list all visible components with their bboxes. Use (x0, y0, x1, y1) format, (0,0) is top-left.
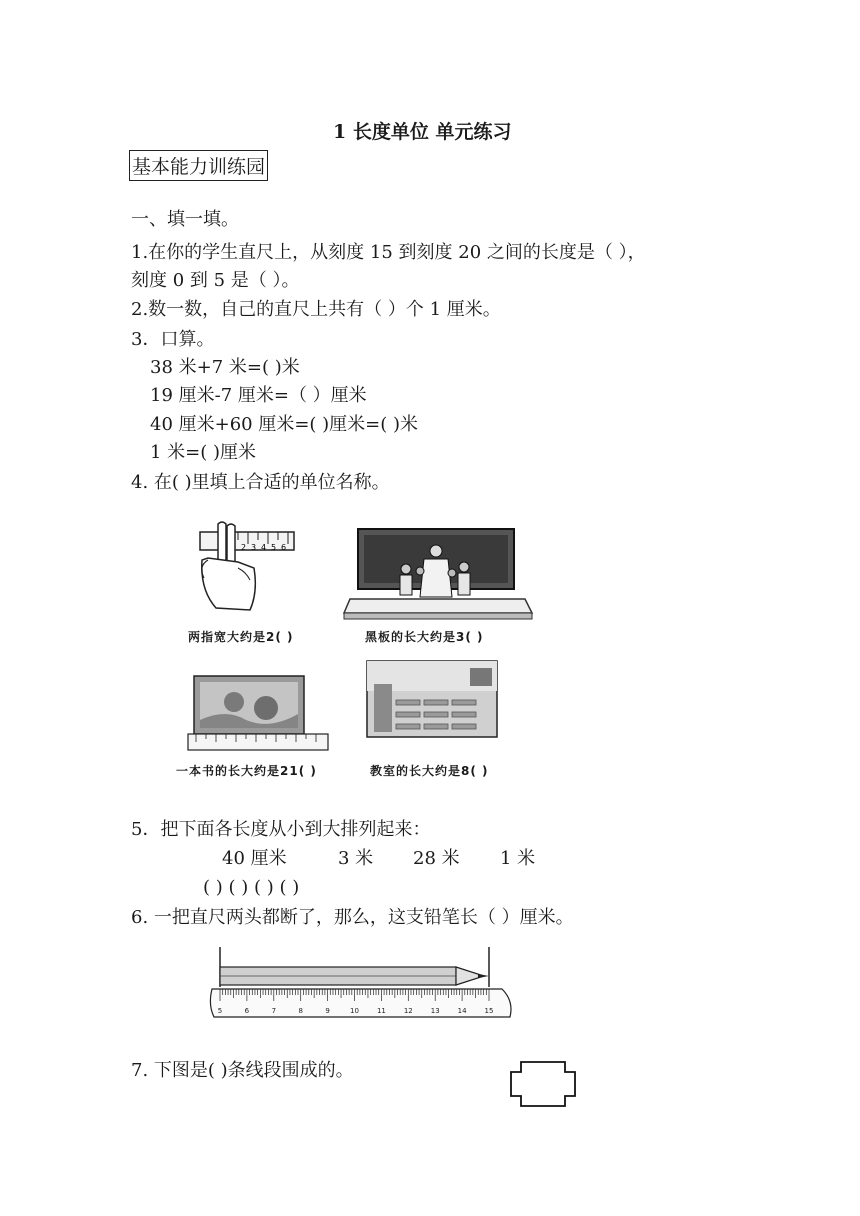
ruler-mark: 4 (261, 543, 267, 552)
book-ruler-illustration (186, 672, 330, 754)
ruler-tick-label: 5 (217, 1007, 223, 1015)
ruler-tick-label: 11 (376, 1007, 386, 1015)
ruler-tick-label: 12 (403, 1007, 413, 1015)
q6-heading: 6. 一把直尺两头都断了，那么，这支铅笔长（ ）厘米。 (131, 907, 574, 928)
caption-blackboard: 黑板的长大约是3( ) (365, 630, 484, 644)
q1-line2: 刻度 0 到 5 是（ ）。 (131, 270, 300, 291)
blackboard-illustration (340, 527, 535, 624)
q1-line1: 1.在你的学生直尺上，从刻度 15 到刻度 20 之间的长度是（ ）， (131, 242, 646, 263)
q3-item-1: 38 米+7 米=( )米 (150, 357, 300, 378)
ruler-tick-label: 7 (271, 1007, 277, 1015)
octagon-shape (507, 1060, 579, 1110)
q3-item-4: 1 米=( )厘米 (150, 442, 257, 463)
q5-item-3: 28 米 (413, 848, 460, 869)
ruler-mark: 5 (271, 543, 277, 552)
ruler-tick-label: 10 (350, 1007, 359, 1015)
q3-item-3: 40 厘米+60 厘米=( )厘米=( )米 (150, 414, 419, 435)
classroom-illustration (366, 660, 498, 738)
ruler-tick-label: 8 (298, 1007, 303, 1015)
ruler-mark: 3 (251, 543, 257, 552)
page-title: 1 长度单位 单元练习 (333, 121, 512, 143)
q5-item-4: 1 米 (500, 848, 536, 869)
caption-classroom: 教室的长大约是8( ) (370, 764, 489, 778)
q5-item-1: 40 厘米 (222, 848, 287, 869)
part-one-heading: 一、填一填。 (131, 209, 239, 230)
ruler-tick-label: 9 (325, 1007, 330, 1015)
ruler-tick-label: 13 (430, 1007, 440, 1015)
q4-heading: 4. 在( )里填上合适的单位名称。 (131, 472, 390, 493)
q5-item-2: 3 米 (338, 848, 374, 869)
q5-blanks: ( ) ( ) ( ) ( ) (203, 877, 300, 898)
q3-heading: 3．口算。 (131, 329, 215, 350)
ruler-mark: 2 (241, 543, 247, 552)
pencil-broken-ruler-illustration (208, 945, 520, 1021)
ruler-tick-label: 6 (244, 1007, 250, 1015)
q5-heading: 5．把下面各长度从小到大排列起来： (131, 819, 431, 840)
caption-fingers: 两指宽大约是2( ) (188, 630, 294, 644)
q3-item-2: 19 厘米-7 厘米=（ ）厘米 (150, 385, 367, 406)
ruler-tick-label: 14 (457, 1007, 467, 1015)
section-label: 基本能力训练园 (129, 150, 268, 181)
ruler-mark: 6 (281, 543, 287, 552)
q7-heading: 7. 下图是( )条线段围成的。 (131, 1060, 354, 1081)
fingers-ruler-illustration (188, 520, 300, 616)
q2-text: 2.数一数，自己的直尺上共有（ ）个 1 厘米。 (131, 299, 501, 320)
ruler-tick-label: 15 (484, 1007, 494, 1015)
caption-book: 一本书的长大约是21( ) (176, 764, 317, 778)
